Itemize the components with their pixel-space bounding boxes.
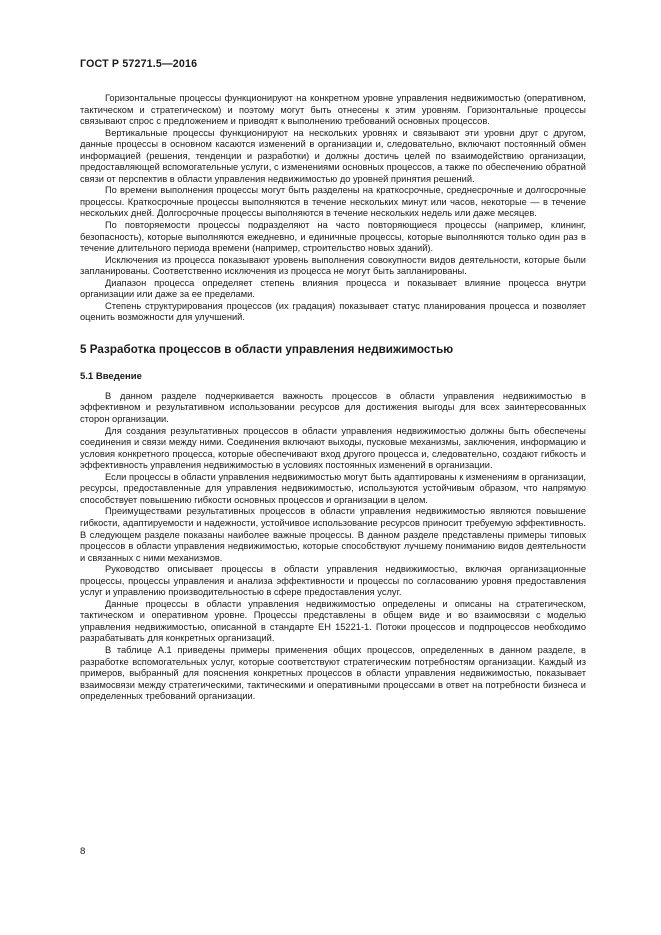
paragraph-guidance-scope: Руководство описывает процессы в области управления недвижимостью, включая организационные процессы, процессы управления и анализа эффективности и процессы по согласованию уровня предоставления услуг и управлению производительностью в сфере предоставления услуг. <box>80 564 586 598</box>
paragraph-process-repeatability: По повторяемости процессы подразделяют на часто повторяющиеся процессы (например, клининг, безопасность), которые выполняются ежедневно, и единичные процессы, которые выполняются только один раз в течение длительного периода времени (например, строительство новых зданий). <box>80 220 586 254</box>
paragraph-process-adaptation: Если процессы в области управления недвижимостью могут быть адаптированы к изменениям в организации, ресурсы, предоставленные для управления недвижимостью, используются устойчивым образом, что напрямую способствует повышению гибкости основных процессов и организации в целом. <box>80 471 586 505</box>
subsection-heading: 5.1 Введение <box>80 370 142 382</box>
paragraph-table-examples: В таблице А.1 приведены примеры применения общих процессов, определенных в данном разделе, в разработке вспомогательных услуг, которые соответствуют стратегическим потребностям организации. Каждый из примеров, выбранный для пояснения конкретных процессов в области управления недвижимостью, показывает взаимосвязи между стратегическими, тактическими и оперативными процессами в ответ на потребности бизнеса и определенных требований организации. <box>80 644 586 702</box>
paragraph-process-connections: Для создания результативных процессов в области управления недвижимостью должны быть обеспечены соединения и связи между ними. Соединения включают выходы, пусковые механизмы, заключения, информацию и условия конкретного процесса, которые обеспечивают вход другого процесса и, следовательно, создают гибкость и эффективность управления недвижимостью в условиях постоянных изменений в организации. <box>80 425 586 471</box>
paragraph-process-structuring: Степень структурирования процессов (их градация) показывает статус планирования процесса и позволяет оценить возможности для улучшений. <box>80 300 586 323</box>
paragraph-process-exceptions: Исключения из процесса показывают уровень выполнения совокупности видов деятельности, которые были запланированы. Соответственно исключения из процесса не могут быть запланированы. <box>80 254 586 277</box>
paragraph-section-importance: В данном разделе подчеркивается важность процессов в области управления недвижимостью в эффективном и результативном использовании ресурсов для достижения выгоды для всех заинтересованных сторон организации. <box>80 390 586 425</box>
paragraph-vertical-processes: Вертикальные процессы функционируют на нескольких уровнях и связывают эти уровни друг с другом, данные процессы в основном касаются изменений в организации и, следовательно, включают постоянный обмен информацией (решения, тенденции и разработки) и должны достичь целей по взаимодействию организации, предоставляющей вспомогательные услуги, с изменениями основных процессов, а также по обеспечению обратной связи от перспектив в области управления недвижимостью до уровней принятия решений. <box>80 127 586 184</box>
paragraph-horizontal-processes: Горизонтальные процессы функционируют на конкретном уровне управления недвижимостью (оперативном, тактическом и стратегическом) и поэтому могут быть отнесены к этим уровням. Горизонтальные процессы связывают спрос с предложением и приводят к выполнению требований основных процессов. <box>80 93 586 127</box>
paragraph-process-levels: Данные процессы в области управления недвижимостью определены и описаны на стратегическом, тактическом и оперативном уровне. Процессы представлены в общем виде и во взаимосвязи с моделью управления недвижимостью, описанной в стандарте ЕН 15221-1. Потоки процессов и подпроцессов необходимо разрабатывать для конкретных организаций. <box>80 598 586 644</box>
paragraph-process-advantages: Преимуществами результативных процессов в области управления недвижимостью являются повышение гибкости, адаптируемости и надежности, устойчивое использование ресурсов приносит требуемую эффективность. В следующем разделе показаны наиболее важные процессы. В данном разделе представлены примеры типовых процессов в области управления недвижимостью, которые способствуют лучшему пониманию видов деятельности и связанных с ними механизмов. <box>80 506 586 563</box>
section-heading: 5 Разработка процессов в области управления недвижимостью <box>80 342 454 356</box>
page-number: 8 <box>80 846 86 857</box>
paragraph-process-duration: По времени выполнения процессы могут быть разделены на краткосрочные, среднесрочные и долгосрочные процессы. Краткосрочные процессы выполняются в течение нескольких минут или часов, некоторые — в течение нескольких дней. Долгосрочные процессы выполняются в течение нескольких недель или даже месяцев. <box>80 185 586 219</box>
document-code-header: ГОСТ Р 57271.5—2016 <box>80 58 198 70</box>
page-content <box>80 93 586 703</box>
paragraph-process-range: Диапазон процесса определяет степень влияния процесса и показывает влияние процесса внутри организации или даже за ее пределами. <box>80 277 586 300</box>
